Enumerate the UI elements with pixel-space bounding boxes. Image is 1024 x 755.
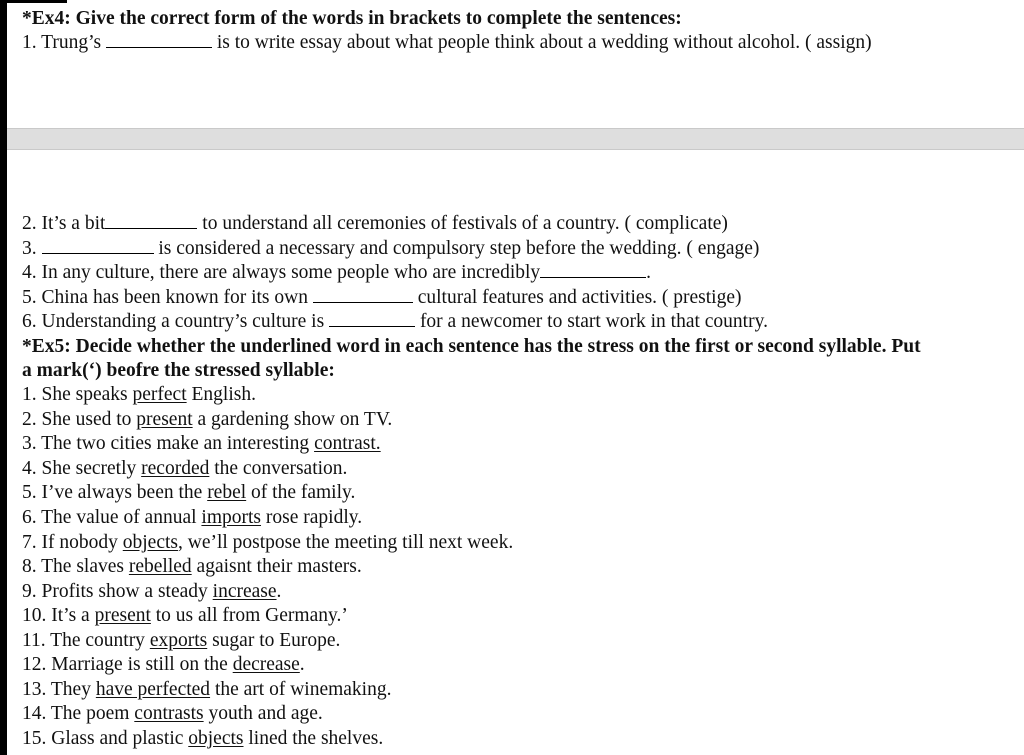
ex5-item-1-text-before: 1. She speaks xyxy=(22,384,133,405)
ex5-item-9 xyxy=(22,580,281,604)
ex5-item-6-text-after: rose rapidly. xyxy=(261,507,363,528)
ex4-item-1-text-after: is to write essay about what people think about a wedding without alcohol. ( assign) xyxy=(216,32,872,53)
ex4-item-5 xyxy=(22,286,742,310)
ex5-item-9-text-before: 9. Profits show a steady xyxy=(22,581,213,602)
ex5-item-2-text-before: 2. She used to xyxy=(22,409,137,430)
ex4-item-2 xyxy=(22,212,728,236)
ex4-item-4-text-before: 4. In any culture, there are always some people who are incredibly xyxy=(22,262,541,283)
ex4-item-6-text-after: for a newcomer to start work in that country. xyxy=(419,311,768,332)
ex5-item-14 xyxy=(22,702,323,726)
ex4-item-3-text-before: 3. xyxy=(22,238,37,259)
page-break-band xyxy=(7,128,1024,150)
ex5-item-8-text-after: agaisnt their masters. xyxy=(191,556,362,577)
ex5-item-4-text-before: 4. She secretly xyxy=(22,458,142,479)
ex5-item-6-underlined-word: imports xyxy=(201,507,262,528)
ex4-item-5-blank[interactable] xyxy=(313,288,413,303)
ex5-item-4-underlined-word: recorded xyxy=(141,458,210,479)
ex5-item-8-underlined-word: rebelled xyxy=(128,556,192,577)
ex5-item-2 xyxy=(22,408,392,432)
ex5-item-2-underlined-word: present xyxy=(136,409,193,430)
ex5-item-10 xyxy=(22,604,348,628)
ex4-item-2-text-before: 2. It’s a bit xyxy=(22,213,106,234)
ex5-item-15 xyxy=(22,727,383,751)
ex5-item-8-text-before: 8. The slaves xyxy=(22,556,129,577)
ex5-item-8 xyxy=(22,555,362,579)
ex5-item-15-text-after: lined the shelves. xyxy=(243,728,384,749)
ex5-item-11-underlined-word: exports xyxy=(149,630,208,651)
ex5-item-9-underlined-word: increase xyxy=(212,581,277,602)
ex5-item-5-underlined-word: rebel xyxy=(207,482,247,503)
ex5-item-5-text-before: 5. I’ve always been the xyxy=(22,482,208,503)
ex5-item-12-underlined-word: decrease xyxy=(232,654,300,675)
ex5-item-2-text-after: a gardening show on TV. xyxy=(192,409,393,430)
ex4-item-1-text-before: 1. Trung’s xyxy=(22,32,102,53)
ex4-item-4-text-after: . xyxy=(646,262,652,283)
ex5-item-3-text-before: 3. The two cities make an interesting xyxy=(22,433,315,454)
ex5-item-11-text-before: 11. The country xyxy=(22,630,150,651)
ex5-item-14-underlined-word: contrasts xyxy=(134,703,204,724)
ex5-heading-line-1: *Ex5: Decide whether the underlined word in each sentence has the stress on the first or second syllable. Put xyxy=(22,336,921,357)
ex5-item-7-text-before: 7. If nobody xyxy=(22,532,123,553)
ex5-item-15-text-before: 15. Glass and plastic xyxy=(22,728,189,749)
ex5-item-6-text-before: 6. The value of annual xyxy=(22,507,202,528)
ex4-item-1 xyxy=(22,31,872,55)
ex5-item-13-text-before: 13. They xyxy=(22,679,96,700)
ex4-item-1-blank[interactable] xyxy=(106,33,212,48)
ex5-item-5 xyxy=(22,481,355,505)
ex5-item-7-text-after: , we’ll postpose the meeting till next week. xyxy=(177,532,514,553)
ex5-item-11-text-after: sugar to Europe. xyxy=(207,630,341,651)
ex5-item-12-text-after: . xyxy=(299,654,305,675)
ex4-item-6-blank[interactable] xyxy=(329,312,415,327)
ex4-item-6 xyxy=(22,310,768,334)
ex4-item-5-text-before: 5. China has been known for its own xyxy=(22,287,308,308)
ex5-item-1-text-after: English. xyxy=(186,384,256,405)
ex5-item-13 xyxy=(22,678,391,702)
ex5-item-10-text-before: 10. It’s a xyxy=(22,605,95,626)
ex4-item-4 xyxy=(22,261,651,285)
ex5-item-9-text-after: . xyxy=(276,581,282,602)
ex5-item-7 xyxy=(22,531,513,555)
ex5-item-3 xyxy=(22,432,381,456)
ex5-item-10-text-after: to us all from Germany.’ xyxy=(150,605,348,626)
ex5-heading-line-2: a mark(‘) beofre the stressed syllable: xyxy=(22,360,335,381)
ex4-item-3-blank[interactable] xyxy=(42,239,154,254)
ex4-item-3-text-after: is considered a necessary and compulsory step before the wedding. ( engage) xyxy=(158,238,760,259)
ex5-item-1-underlined-word: perfect xyxy=(132,384,187,405)
ex5-item-12 xyxy=(22,653,305,677)
ex4-item-3 xyxy=(22,237,759,261)
ex5-item-14-text-before: 14. The poem xyxy=(22,703,135,724)
ex5-item-6 xyxy=(22,506,362,530)
ex5-item-5-text-after: of the family. xyxy=(246,482,356,503)
ex4-item-4-blank[interactable] xyxy=(540,263,646,278)
ex5-item-13-text-after: the art of winemaking. xyxy=(210,679,392,700)
ex4-item-2-text-after: to understand all ceremonies of festivals of a country. ( complicate) xyxy=(202,213,728,234)
ex4-heading: *Ex4: Give the correct form of the words in brackets to complete the sentences: xyxy=(22,8,682,29)
ex5-item-15-underlined-word: objects xyxy=(188,728,244,749)
ex5-item-13-underlined-word: have perfected xyxy=(95,679,211,700)
ex4-item-6-text-before: 6. Understanding a country’s culture is xyxy=(22,311,325,332)
ex5-item-11 xyxy=(22,629,340,653)
ex5-item-7-underlined-word: objects xyxy=(122,532,178,553)
ex5-item-14-text-after: youth and age. xyxy=(203,703,323,724)
ex5-item-10-underlined-word: present xyxy=(94,605,151,626)
ex5-item-4 xyxy=(22,457,347,481)
ex5-item-1 xyxy=(22,383,256,407)
ex5-item-3-underlined-word: contrast. xyxy=(314,433,381,454)
ex4-item-2-blank[interactable] xyxy=(105,214,197,229)
left-edge-bar xyxy=(0,0,7,755)
ex4-item-5-text-after: cultural features and activities. ( prestige) xyxy=(417,287,742,308)
ex5-item-12-text-before: 12. Marriage is still on the xyxy=(22,654,233,675)
ex5-item-4-text-after: the conversation. xyxy=(209,458,348,479)
top-edge-fragment xyxy=(7,0,67,3)
